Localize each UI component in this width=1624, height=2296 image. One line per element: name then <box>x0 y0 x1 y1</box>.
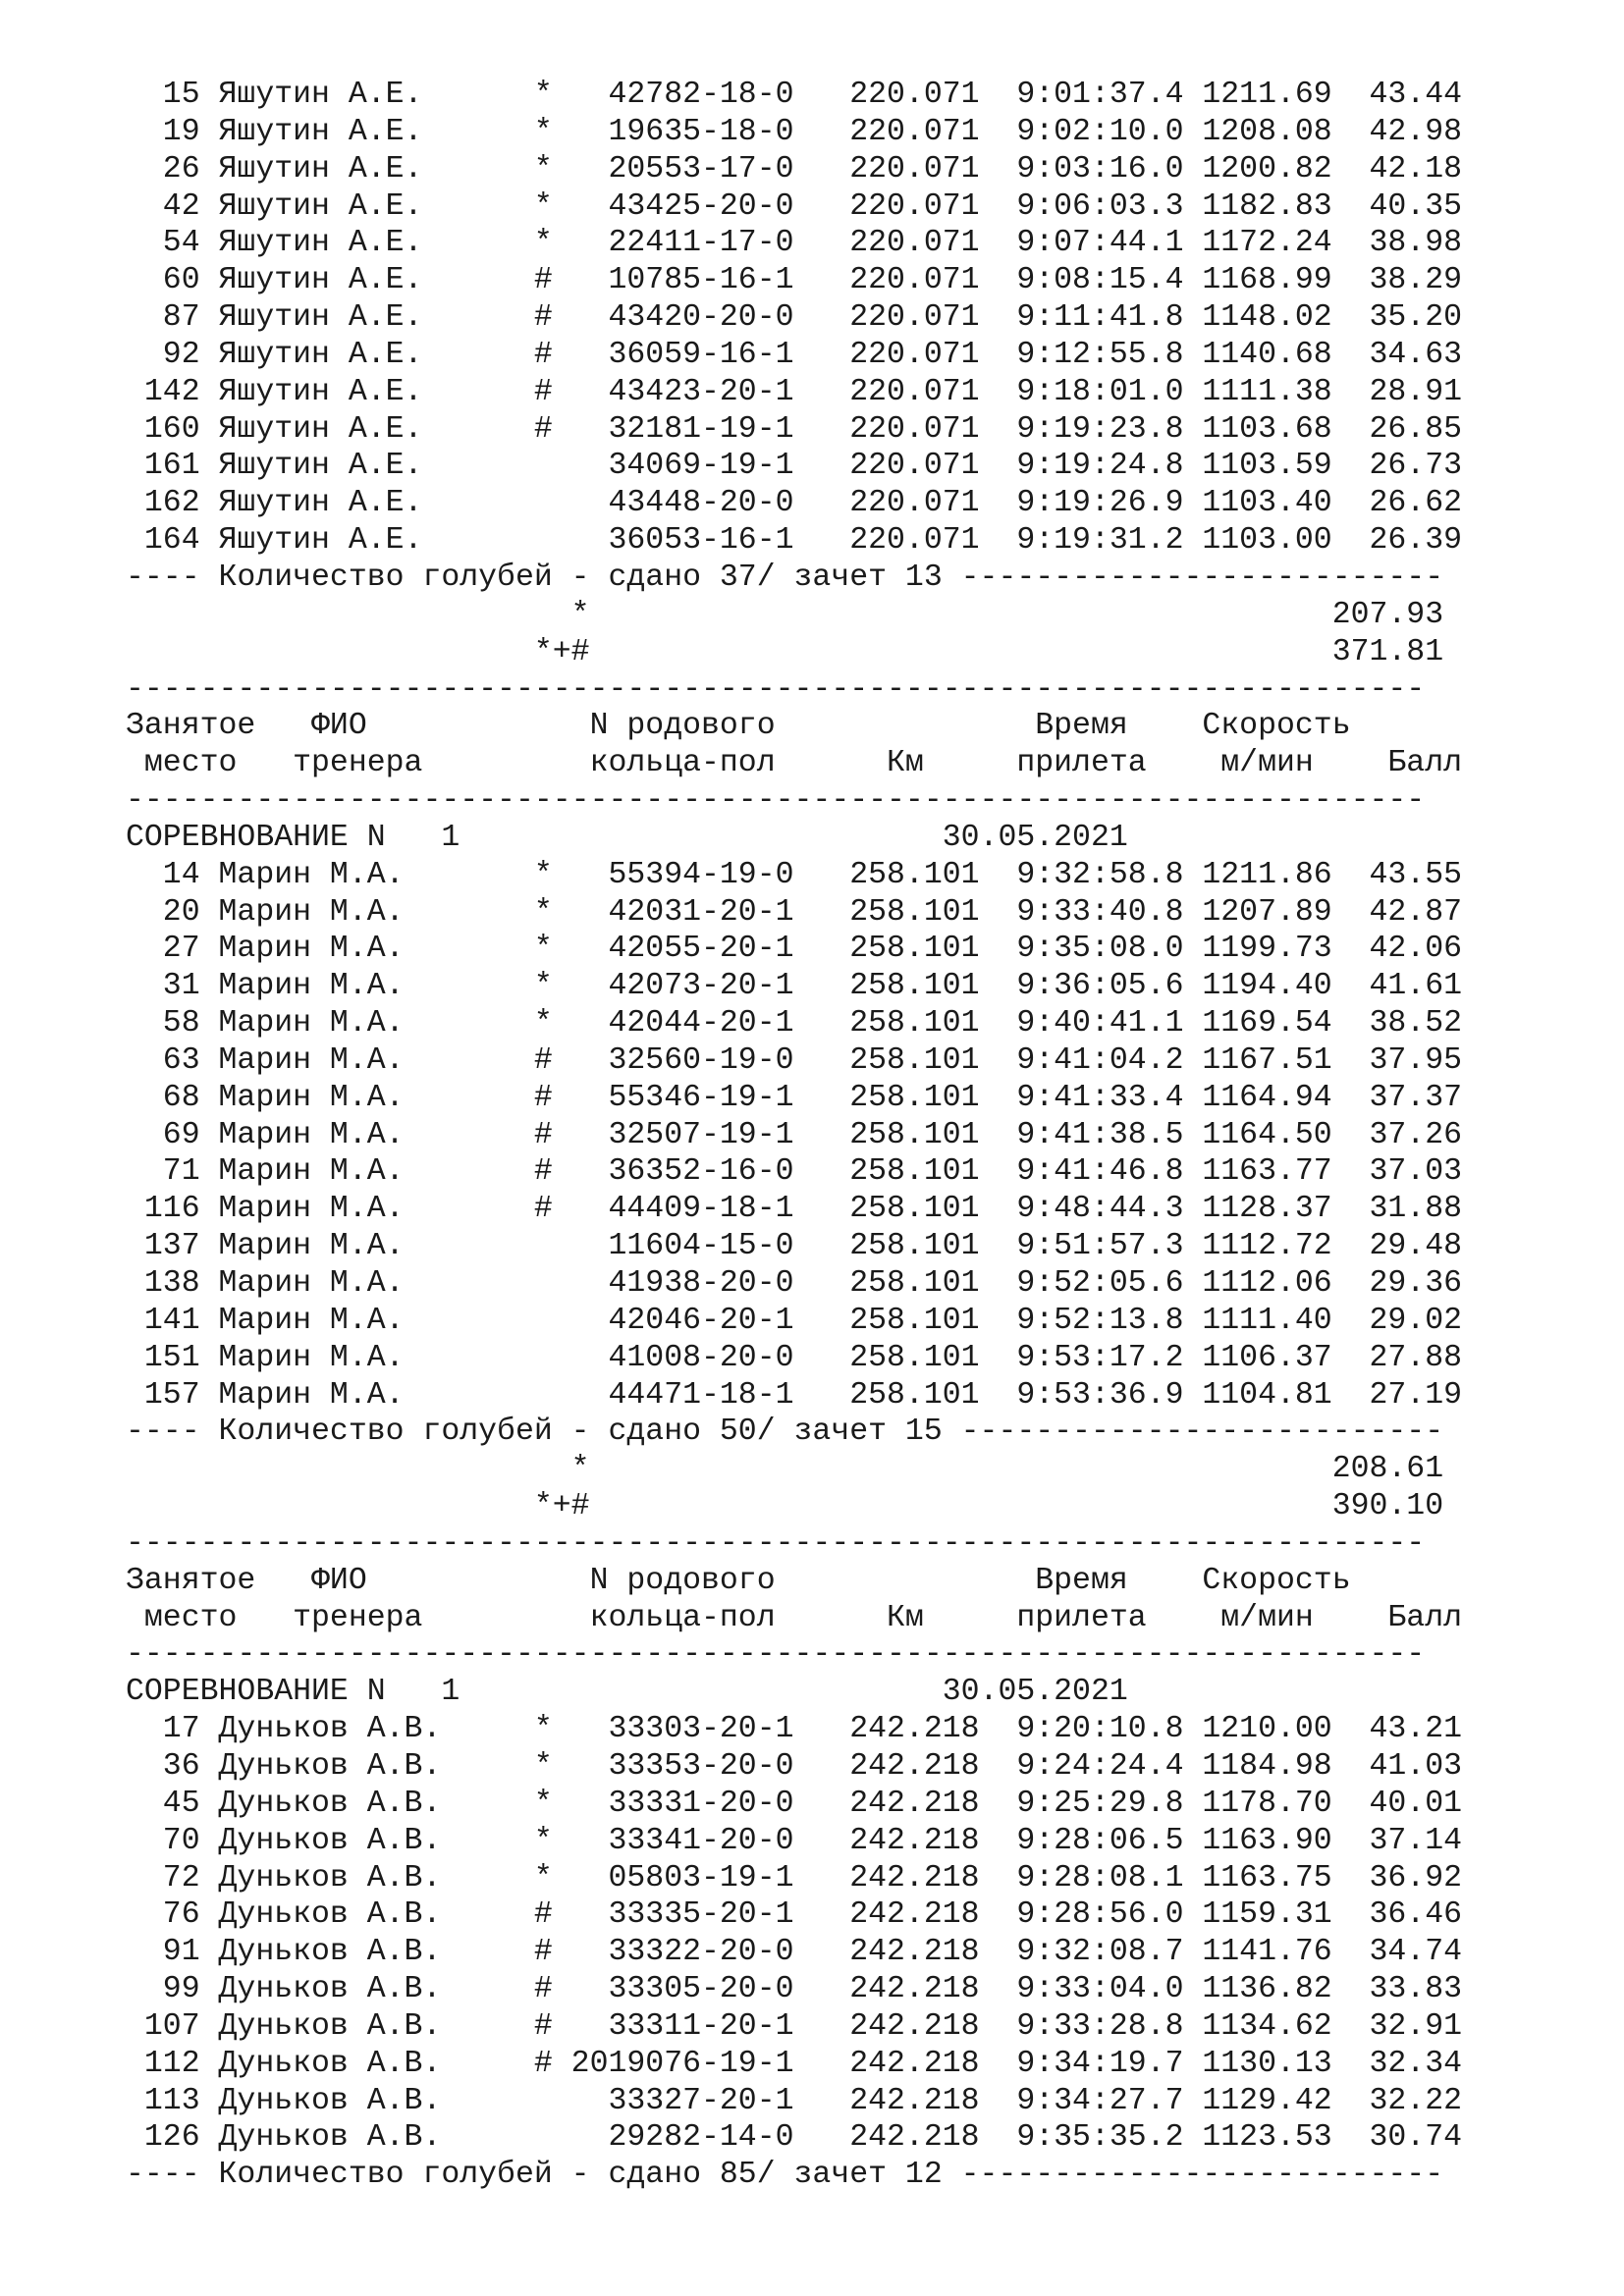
result-row: 17 Дуньков А.В. * 33303-20-1 242.218 9:20:10.8 1210.00 43.21 <box>126 1712 1463 1747</box>
competition-heading: СОРЕВНОВАНИЕ N 1 30.05.2021 <box>126 820 1128 855</box>
result-row: 63 Марин М.А. # 32560-19-0 258.101 9:41:04.2 1167.51 37.95 <box>126 1042 1463 1078</box>
result-row: 69 Марин М.А. # 32507-19-1 258.101 9:41:38.5 1164.50 37.26 <box>126 1117 1463 1152</box>
summary-total-star-plus-hash: *+# 390.10 <box>126 1489 1444 1524</box>
divider: ---------------------------------------------------------------------- <box>126 783 1426 819</box>
result-row: 42 Яшутин А.Е. * 43425-20-0 220.071 9:06:03.3 1182.83 40.35 <box>126 188 1463 224</box>
result-row: 112 Дуньков А.В. # 2019076-19-1 242.218 9:34:19.7 1130.13 32.34 <box>126 2046 1463 2081</box>
result-row: 138 Марин М.А. 41938-20-0 258.101 9:52:05.6 1112.06 29.36 <box>126 1266 1463 1301</box>
divider: ---------------------------------------------------------------------- <box>126 671 1426 707</box>
result-row: 27 Марин М.А. * 42055-20-1 258.101 9:35:08.0 1199.73 42.06 <box>126 932 1463 967</box>
result-row: 99 Дуньков А.В. # 33305-20-0 242.218 9:33:04.0 1136.82 33.83 <box>126 1972 1463 2007</box>
results-printout <box>126 77 1569 2194</box>
result-row: 151 Марин М.А. 41008-20-0 258.101 9:53:17.2 1106.37 27.88 <box>126 1340 1463 1375</box>
result-row: 107 Дуньков А.В. # 33311-20-1 242.218 9:33:28.8 1134.62 32.91 <box>126 2008 1463 2044</box>
result-row: 45 Дуньков А.В. * 33331-20-0 242.218 9:25:29.8 1178.70 40.01 <box>126 1786 1463 1821</box>
result-row: 19 Яшутин А.Е. * 19635-18-0 220.071 9:02:10.0 1208.08 42.98 <box>126 114 1463 149</box>
result-row: 126 Дуньков А.В. 29282-14-0 242.218 9:35:35.2 1123.53 30.74 <box>126 2120 1463 2156</box>
result-row: 70 Дуньков А.В. * 33341-20-0 242.218 9:28:06.5 1163.90 37.14 <box>126 1823 1463 1858</box>
result-row: 92 Яшутин А.Е. # 36059-16-1 220.071 9:12:55.8 1140.68 34.63 <box>126 337 1463 372</box>
result-row: 58 Марин М.А. * 42044-20-1 258.101 9:40:41.1 1169.54 38.52 <box>126 1006 1463 1041</box>
result-row: 116 Марин М.А. # 44409-18-1 258.101 9:48:44.3 1128.37 31.88 <box>126 1192 1463 1227</box>
competition-heading: СОРЕВНОВАНИЕ N 1 30.05.2021 <box>126 1675 1128 1710</box>
section-summary: ---- Количество голубей - сдано 50/ зачет 15 -------------------------- <box>126 1415 1444 1450</box>
column-header-row-1: Занятое ФИО N родового Время Скорость <box>126 709 1351 744</box>
result-row: 87 Яшутин А.Е. # 43420-20-0 220.071 9:11:41.8 1148.02 35.20 <box>126 300 1463 336</box>
column-header-row-2: место тренера кольца-пол Км прилета м/мин Балл <box>126 746 1463 781</box>
result-row: 76 Дуньков А.В. # 33335-20-1 242.218 9:28:56.0 1159.31 36.46 <box>126 1897 1463 1933</box>
result-row: 160 Яшутин А.Е. # 32181-19-1 220.071 9:19:23.8 1103.68 26.85 <box>126 411 1463 447</box>
result-row: 20 Марин М.А. * 42031-20-1 258.101 9:33:40.8 1207.89 42.87 <box>126 894 1463 930</box>
result-row: 26 Яшутин А.Е. * 20553-17-0 220.071 9:03:16.0 1200.82 42.18 <box>126 151 1463 187</box>
result-row: 60 Яшутин А.Е. # 10785-16-1 220.071 9:08:15.4 1168.99 38.29 <box>126 263 1463 298</box>
section-summary: ---- Количество голубей - сдано 85/ зачет 12 -------------------------- <box>126 2158 1444 2193</box>
summary-total-star: * 207.93 <box>126 597 1444 632</box>
result-row: 15 Яшутин А.Е. * 42782-18-0 220.071 9:01:37.4 1211.69 43.44 <box>126 78 1463 112</box>
result-row: 157 Марин М.А. 44471-18-1 258.101 9:53:36.9 1104.81 27.19 <box>126 1377 1463 1413</box>
result-row: 72 Дуньков А.В. * 05803-19-1 242.218 9:28:08.1 1163.75 36.92 <box>126 1860 1463 1896</box>
result-row: 68 Марин М.А. # 55346-19-1 258.101 9:41:33.4 1164.94 37.37 <box>126 1080 1463 1115</box>
result-row: 14 Марин М.А. * 55394-19-0 258.101 9:32:58.8 1211.86 43.55 <box>126 857 1463 892</box>
result-row: 113 Дуньков А.В. 33327-20-1 242.218 9:34:27.7 1129.42 32.22 <box>126 2083 1463 2118</box>
divider: ---------------------------------------------------------------------- <box>126 1525 1426 1561</box>
summary-total-star-plus-hash: *+# 371.81 <box>126 634 1444 669</box>
result-row: 142 Яшутин А.Е. # 43423-20-1 220.071 9:18:01.0 1111.38 28.91 <box>126 374 1463 409</box>
result-row: 141 Марин М.А. 42046-20-1 258.101 9:52:13.8 1111.40 29.02 <box>126 1303 1463 1338</box>
divider: ---------------------------------------------------------------------- <box>126 1637 1426 1673</box>
summary-total-star: * 208.61 <box>126 1452 1444 1487</box>
result-row: 91 Дуньков А.В. # 33322-20-0 242.218 9:32:08.7 1141.76 34.74 <box>126 1935 1463 1970</box>
result-row: 162 Яшутин А.Е. 43448-20-0 220.071 9:19:26.9 1103.40 26.62 <box>126 486 1463 521</box>
result-row: 31 Марин М.А. * 42073-20-1 258.101 9:36:05.6 1194.40 41.61 <box>126 969 1463 1004</box>
column-header-row-1: Занятое ФИО N родового Время Скорость <box>126 1563 1351 1598</box>
result-row: 54 Яшутин А.Е. * 22411-17-0 220.071 9:07:44.1 1172.24 38.98 <box>126 226 1463 261</box>
section-summary: ---- Количество голубей - сдано 37/ зачет 13 -------------------------- <box>126 560 1444 595</box>
result-row: 161 Яшутин А.Е. 34069-19-1 220.071 9:19:24.8 1103.59 26.73 <box>126 449 1463 484</box>
result-row: 137 Марин М.А. 11604-15-0 258.101 9:51:57.3 1112.72 29.48 <box>126 1229 1463 1264</box>
column-header-row-2: место тренера кольца-пол Км прилета м/мин Балл <box>126 1600 1463 1635</box>
result-row: 164 Яшутин А.Е. 36053-16-1 220.071 9:19:31.2 1103.00 26.39 <box>126 523 1463 559</box>
result-row: 71 Марин М.А. # 36352-16-0 258.101 9:41:46.8 1163.77 37.03 <box>126 1154 1463 1190</box>
result-row: 36 Дуньков А.В. * 33353-20-0 242.218 9:24:24.4 1184.98 41.03 <box>126 1748 1463 1784</box>
